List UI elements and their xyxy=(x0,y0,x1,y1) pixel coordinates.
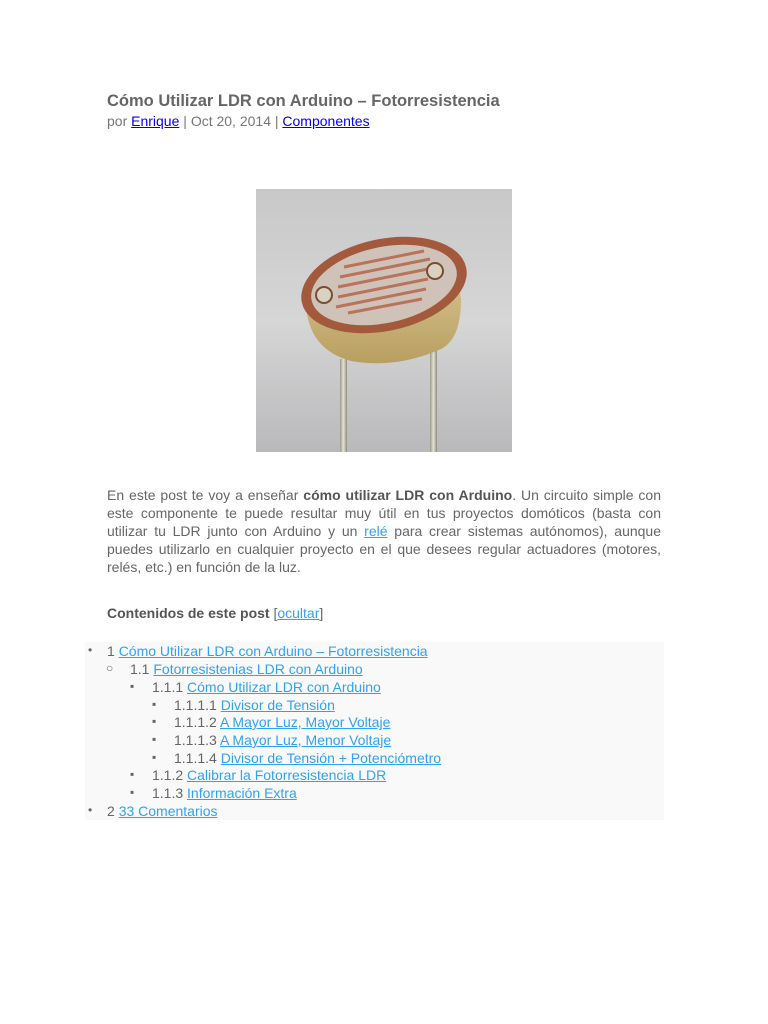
intro-text: para crear sistemas autónomos), aunque puedes utilizarlo en cualquier proyecto en el que desees regular actuadores (motores, relés, etc.) en función de la luz. xyxy=(107,523,661,575)
ldr-lead-right xyxy=(430,349,437,452)
toc-item xyxy=(130,660,363,678)
ldr-lead-left xyxy=(340,359,347,452)
toc-item-link[interactable]: A Mayor Luz, Mayor Voltaje xyxy=(219,714,391,730)
toc-item xyxy=(152,766,386,784)
intro-paragraph xyxy=(107,486,661,576)
square-bullet-icon: ▪ xyxy=(152,750,157,764)
toc-item xyxy=(152,784,297,802)
ldr-contact-right xyxy=(427,263,443,279)
toc-item-link[interactable]: A Mayor Luz, Menor Voltaje xyxy=(219,732,392,748)
toc-item-link[interactable]: Divisor de Tensión xyxy=(220,697,335,713)
toc-item-number: 1.1.2 xyxy=(152,767,184,783)
post-title: Cómo Utilizar LDR con Arduino – Fotorresistencia xyxy=(107,92,500,110)
category-link[interactable]: Componentes xyxy=(282,113,370,129)
square-bullet-icon: ▪ xyxy=(152,714,157,728)
square-bullet-icon: ▪ xyxy=(130,785,135,799)
toc-item-number: 2 xyxy=(107,803,115,819)
toc-item xyxy=(174,713,390,731)
toc-item-number: 1.1.1.2 xyxy=(174,714,217,730)
intro-text: En este post te voy a enseñar xyxy=(107,487,304,503)
disc-bullet-icon: • xyxy=(88,643,93,657)
meta-separator: | xyxy=(270,113,283,129)
toc-item xyxy=(107,802,218,820)
intro-bold: cómo utilizar LDR con Arduino xyxy=(303,487,513,503)
intro-text: . Un circuito simple con este componente te puede resultar muy útil en tus proyectos domóticos (basta con utilizar tu LDR junto con Arduino y un xyxy=(107,487,661,539)
post-date: Oct 20, 2014 xyxy=(190,113,271,129)
rele-link[interactable]: relé xyxy=(364,523,388,539)
square-bullet-icon: ▪ xyxy=(130,767,135,781)
toc-item xyxy=(174,696,335,714)
toc-item-number: 1 xyxy=(107,643,115,659)
toc-item xyxy=(107,642,428,660)
toc-item-number: 1.1.1.4 xyxy=(174,750,217,766)
square-bullet-icon: ▪ xyxy=(152,732,157,746)
toc-bracket: ] xyxy=(319,605,324,621)
toc-item-number: 1.1.1 xyxy=(152,679,184,695)
toc-toggle-link[interactable]: ocultar xyxy=(277,605,320,621)
toc-item-link[interactable]: Fotorresistenias LDR con Arduino xyxy=(153,661,363,677)
toc-item-link[interactable]: Calibrar la Fotorresistencia LDR xyxy=(187,767,387,783)
toc-heading xyxy=(107,605,323,621)
author-link[interactable]: Enrique xyxy=(131,113,180,129)
toc-item-number: 1.1.3 xyxy=(152,785,184,801)
toc-item-number: 1.1 xyxy=(130,661,150,677)
toc-item-number: 1.1.1.1 xyxy=(174,697,217,713)
toc-item xyxy=(174,749,441,767)
circle-bullet-icon: ○ xyxy=(106,661,114,675)
toc-bracket: [ xyxy=(269,605,278,621)
toc-item-link[interactable]: Divisor de Tensión + Potenciómetro xyxy=(220,750,442,766)
toc-item-number: 1.1.1.3 xyxy=(174,732,217,748)
toc-item-link[interactable]: Información Extra xyxy=(187,785,297,801)
square-bullet-icon: ▪ xyxy=(130,679,135,693)
toc-item-link[interactable]: 33 Comentarios xyxy=(118,803,218,819)
ldr-contact-left xyxy=(316,287,332,303)
meta-by: por xyxy=(107,113,128,129)
square-bullet-icon: ▪ xyxy=(152,697,157,711)
toc-item xyxy=(174,731,391,749)
ldr-photo xyxy=(256,189,512,452)
disc-bullet-icon: • xyxy=(88,803,93,817)
toc-item xyxy=(152,678,381,696)
post-meta xyxy=(107,113,370,129)
toc-item-link[interactable]: Cómo Utilizar LDR con Arduino – Fotorresistencia xyxy=(118,643,428,659)
meta-separator: | xyxy=(179,113,191,129)
toc-item-link[interactable]: Cómo Utilizar LDR con Arduino xyxy=(187,679,381,695)
toc-title: Contenidos de este post xyxy=(107,605,270,621)
